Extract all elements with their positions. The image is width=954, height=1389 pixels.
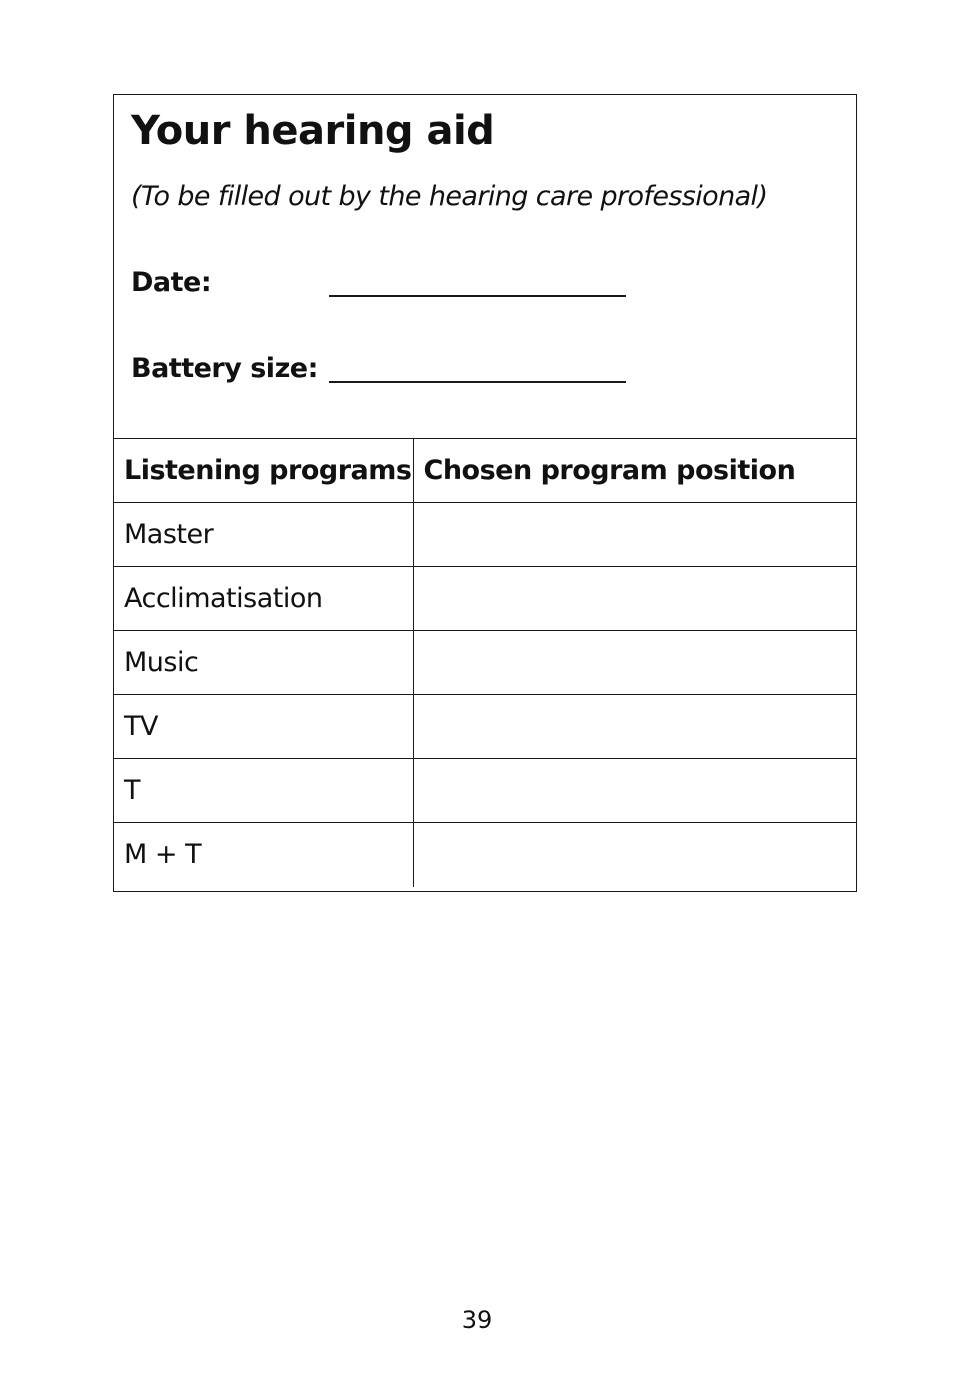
column-header-chosen-position: Chosen program position [413,439,856,503]
battery-size-label: Battery size: [131,353,318,384]
date-fill-line[interactable] [329,295,626,297]
table-row [114,823,856,887]
table-row [114,503,856,567]
program-position-cell[interactable] [413,631,856,695]
battery-size-fill-line[interactable] [329,381,626,383]
program-position-cell[interactable] [413,503,856,567]
program-position-cell[interactable] [413,823,856,887]
page-number: 39 [461,1306,493,1334]
program-name-cell: TV [114,695,413,759]
program-name-cell: Music [114,631,413,695]
program-position-cell[interactable] [413,695,856,759]
table-header-row [114,439,856,503]
column-header-listening-programs: Listening programs [114,439,413,503]
instruction-subtitle: (To be filled out by the hearing care professional) [131,181,768,212]
table-row [114,567,856,631]
program-name-cell: Acclimatisation [114,567,413,631]
program-position-cell[interactable] [413,759,856,823]
date-label: Date: [131,267,212,298]
program-name-cell: T [114,759,413,823]
card-header [114,95,856,438]
page-title: Your hearing aid [131,108,495,154]
table-row [114,759,856,823]
programs-table [114,438,856,887]
program-position-cell[interactable] [413,567,856,631]
hearing-aid-card [113,94,857,892]
table-row [114,695,856,759]
program-name-cell: M + T [114,823,413,887]
table-row [114,631,856,695]
program-name-cell: Master [114,503,413,567]
